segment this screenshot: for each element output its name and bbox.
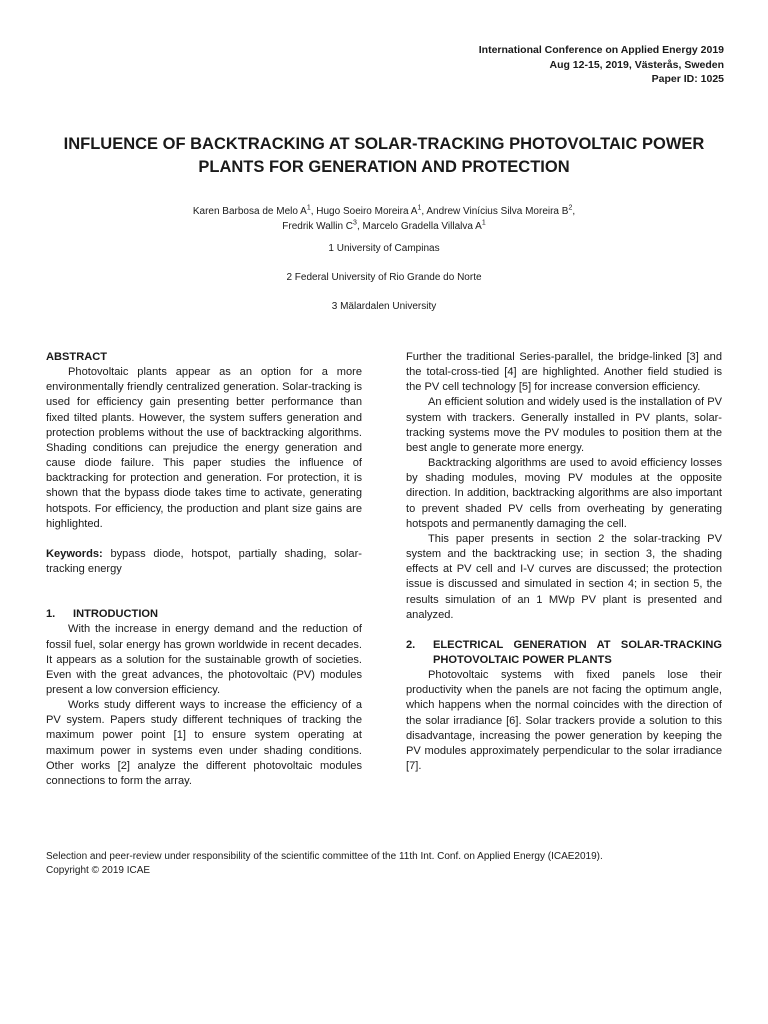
paragraph: An efficient solution and widely used is the installation of PV system with trackers. Generally installed in PV plants, solar-tracking systems move the PV modules to position them at the best angle to generate more energy. [406,396,722,454]
left-column [46,350,362,789]
affiliation-marker: 1 [306,204,311,212]
paragraph: Further the traditional Series-parallel, the bridge-linked [3] and the total-cross-tied [4] are highlighted. Another field studied is the PV cell technology [5] for increase conversion efficiency. [406,351,722,394]
author-name: , Marcelo Gradella Villalva A [356,220,482,232]
author-name: Karen Barbosa de Melo A [192,206,307,217]
title-line-2: PLANTS FOR GENERATION AND PROTECTION [198,158,570,176]
affiliation-marker: 1 [481,219,486,227]
section-number: 1. [46,608,56,621]
section-title [433,638,722,668]
paragraph: This paper presents in section 2 the solar-tracking PV system and the backtracking use; in section 3, the shading effects at PV cell and I-V curves are discussed; the protection issue is discussed and simulated in section 4; in section 5, the results simulation of an 1 MWp PV plant is presented and analyzed. [406,532,722,621]
section-title-line-2: PHOTOVOLTAIC POWER PLANTS [433,653,612,666]
paragraph: Works study different ways to increase the efficiency of a PV system. Papers study different techniques of tracking the maximum power point [1] to ensure system operating at maximum power in systems even under shading conditions. Other works [2] analyze the different photovoltaic modules connections to form the array. [46,699,362,787]
affiliation-marker: 1 [417,204,422,212]
affiliation-1: 1 University of Campinas [328,243,440,254]
section-1-heading [46,607,362,622]
paragraph: With the increase in energy demand and the reduction of fossil fuel, solar energy has grown worldwide in recent decades. It appears as a solution for the sustainable growth of societies. Even with the great advances, the photovoltaic (PV) modules present a low conversion efficiency. [46,623,362,696]
conference-dates: Aug 12-15, 2019, Västerås, Sweden [549,58,724,71]
section-2-heading [406,638,722,668]
paragraph: Photovoltaic systems with fixed panels lose their productivity when the panels are not facing the optimum angle, which happens when the normal coincides with the direction of the solar irradiance [6]. Solar trackers provide a solution to this disadvantage, increasing the power generation by keeping the PV modules approximately perpendicular to the solar irradiance [7]. [406,669,722,773]
affiliation-marker: 3 [353,219,357,227]
copyright: Copyright © 2019 ICAE [46,865,151,876]
keywords-label: Keywords: [46,547,103,560]
conference-header [479,43,724,87]
paper-title [40,133,728,179]
author-list [100,205,668,234]
author-name: , Hugo Soeiro Moreira A [310,206,418,217]
section-title: INTRODUCTION [73,608,159,621]
author-separator: , [572,206,576,217]
section-number: 2. [406,638,416,651]
affiliation-3: 3 Mälardalen University [331,301,437,312]
affiliation-2: 2 Federal University of Rio Grande do Norte [286,272,482,283]
abstract-text: Photovoltaic plants appear as an option for a more environmentally friendly centralized generation. Solar-tracking is used for efficiency gain presenting better performance than fixed tilted plants. However, the system suffers generation and protection problems without the use of backtracking algorithms. Shading conditions can prejudice the energy generation and cause diode failure. This paper studies the influence of backtracking for protection and generation. For protection, it is shown that the bypass diode takes time to activate, generating hotspots. For efficiency, the production and plant size gains are highlighted. [46,366,362,530]
page-footer [46,850,736,878]
footer-line-1: Selection and peer-review under responsibility of the scientific committee of the 11th Int. Conf. on Applied Energy (ICAE2019). [46,851,603,862]
keywords-text: bypass diode, hotspot, partially shading, solar-tracking energy [46,547,362,576]
author-line-2 [100,220,668,235]
author-line-1 [100,205,668,220]
author-name: , Andrew Vinícius Silva Moreira B [421,206,569,217]
title-line-1: INFLUENCE OF BACKTRACKING AT SOLAR-TRACKING PHOTOVOLTAIC POWER [63,135,705,153]
keywords [46,547,362,577]
author-name: Fredrik Wallin C [282,220,354,232]
right-column [406,350,722,774]
paragraph: Backtracking algorithms are used to avoid efficiency losses by shading modules, moving PV modules at the opposite direction. In addition, backtracking algorithms are also important to prevent shaded PV cells from overheating by generating hotspots and permanently damaging the cell. [406,457,722,530]
paper-id: Paper ID: 1025 [651,73,724,85]
conference-name: International Conference on Applied Energy 2019 [478,44,724,56]
affiliation-marker: 2 [568,204,573,212]
section-title-line-1: ELECTRICAL GENERATION AT SOLAR-TRACKING [433,638,722,651]
abstract-heading: ABSTRACT [46,351,108,363]
